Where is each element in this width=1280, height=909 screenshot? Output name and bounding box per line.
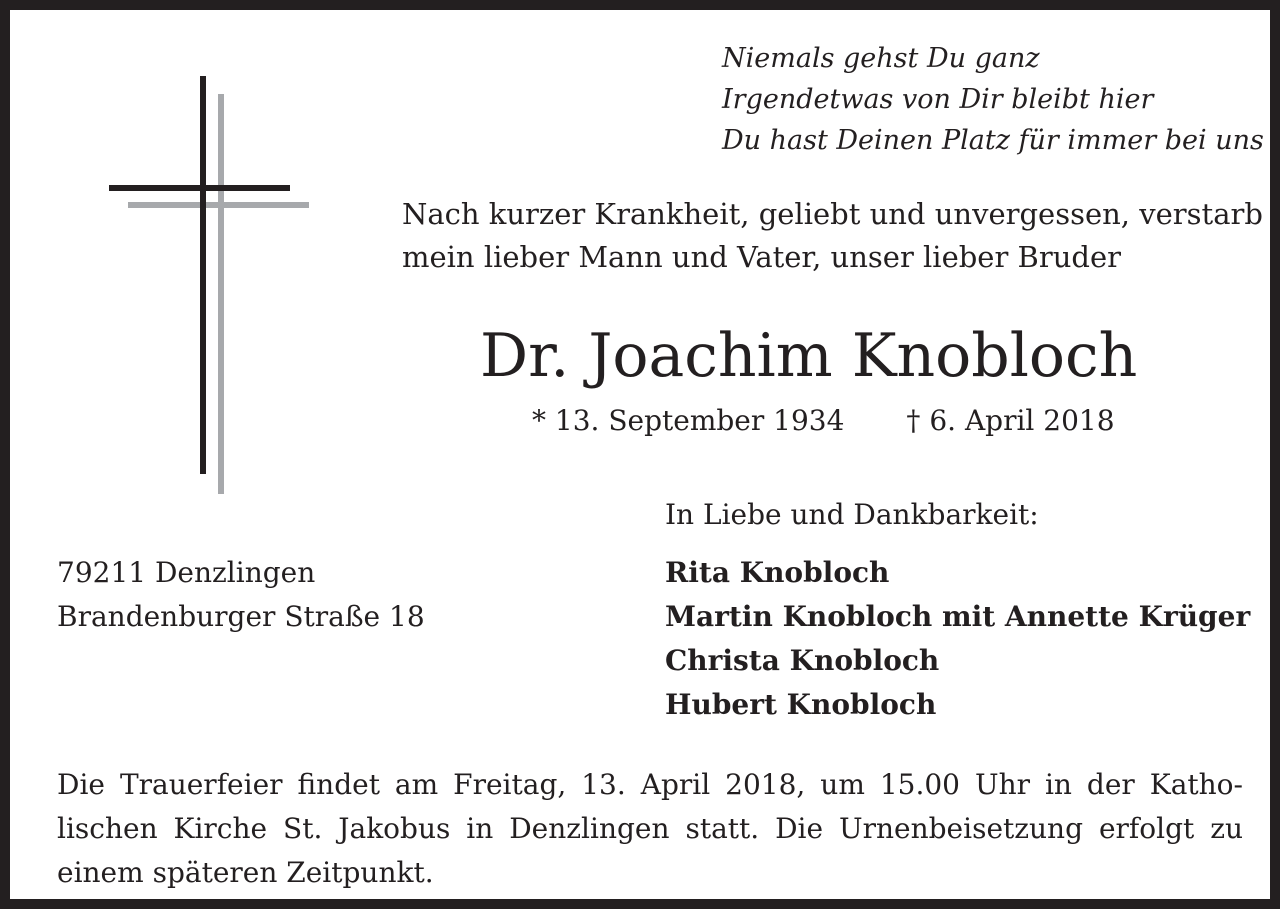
- poem-line: Irgendetwas von Dir bleibt hier: [722, 84, 1154, 115]
- cross-dark-horizontal-bar: [109, 185, 290, 191]
- address-city: 79211 Denzlingen: [57, 556, 316, 589]
- poem-line: Du hast Deinen Platz für immer bei uns: [722, 125, 1264, 156]
- address: [57, 551, 425, 639]
- cross-grey-horizontal-bar: [128, 202, 309, 208]
- death-date: † 6. April 2018: [906, 404, 1115, 437]
- address-street: Brandenburger Straße 18: [57, 600, 425, 633]
- mourner-name: Martin Knobloch mit Annette Krüger: [665, 600, 1251, 633]
- mourner-name: Hubert Knobloch: [665, 688, 937, 721]
- intro-line: mein lieber Mann und Vater, unser lieber Bruder: [402, 240, 1121, 274]
- poem: [722, 38, 1264, 161]
- poem-line: Niemals gehst Du ganz: [722, 43, 1040, 74]
- cross-dark-vertical-bar: [200, 76, 206, 474]
- birth-date: * 13. September 1934: [532, 404, 845, 437]
- intro-line: Nach kurzer Krankheit, geliebt und unvergessen, verstarb: [402, 197, 1263, 231]
- funeral-line: Die Trauerfeier findet am Freitag, 13. April 2018, um 15.00 Uhr in der Katho-: [57, 768, 1243, 801]
- life-dates: [532, 402, 1115, 440]
- mourners-list: [665, 551, 1250, 727]
- cross-grey-vertical-bar: [218, 94, 224, 494]
- mourner-name: Rita Knobloch: [665, 556, 890, 589]
- mourners-heading: In Liebe und Dankbarkeit:: [665, 498, 1039, 531]
- funeral-notice: [57, 763, 1243, 895]
- funeral-line: lischen Kirche St. Jakobus in Denzlingen statt. Die Urnenbeisetzung erfolgt zu: [57, 812, 1243, 845]
- intro-text: [402, 193, 1263, 279]
- deceased-name: Dr. Joachim Knobloch: [480, 321, 1138, 391]
- mourner-name: Christa Knobloch: [665, 644, 940, 677]
- funeral-line: einem späteren Zeitpunkt.: [57, 856, 434, 889]
